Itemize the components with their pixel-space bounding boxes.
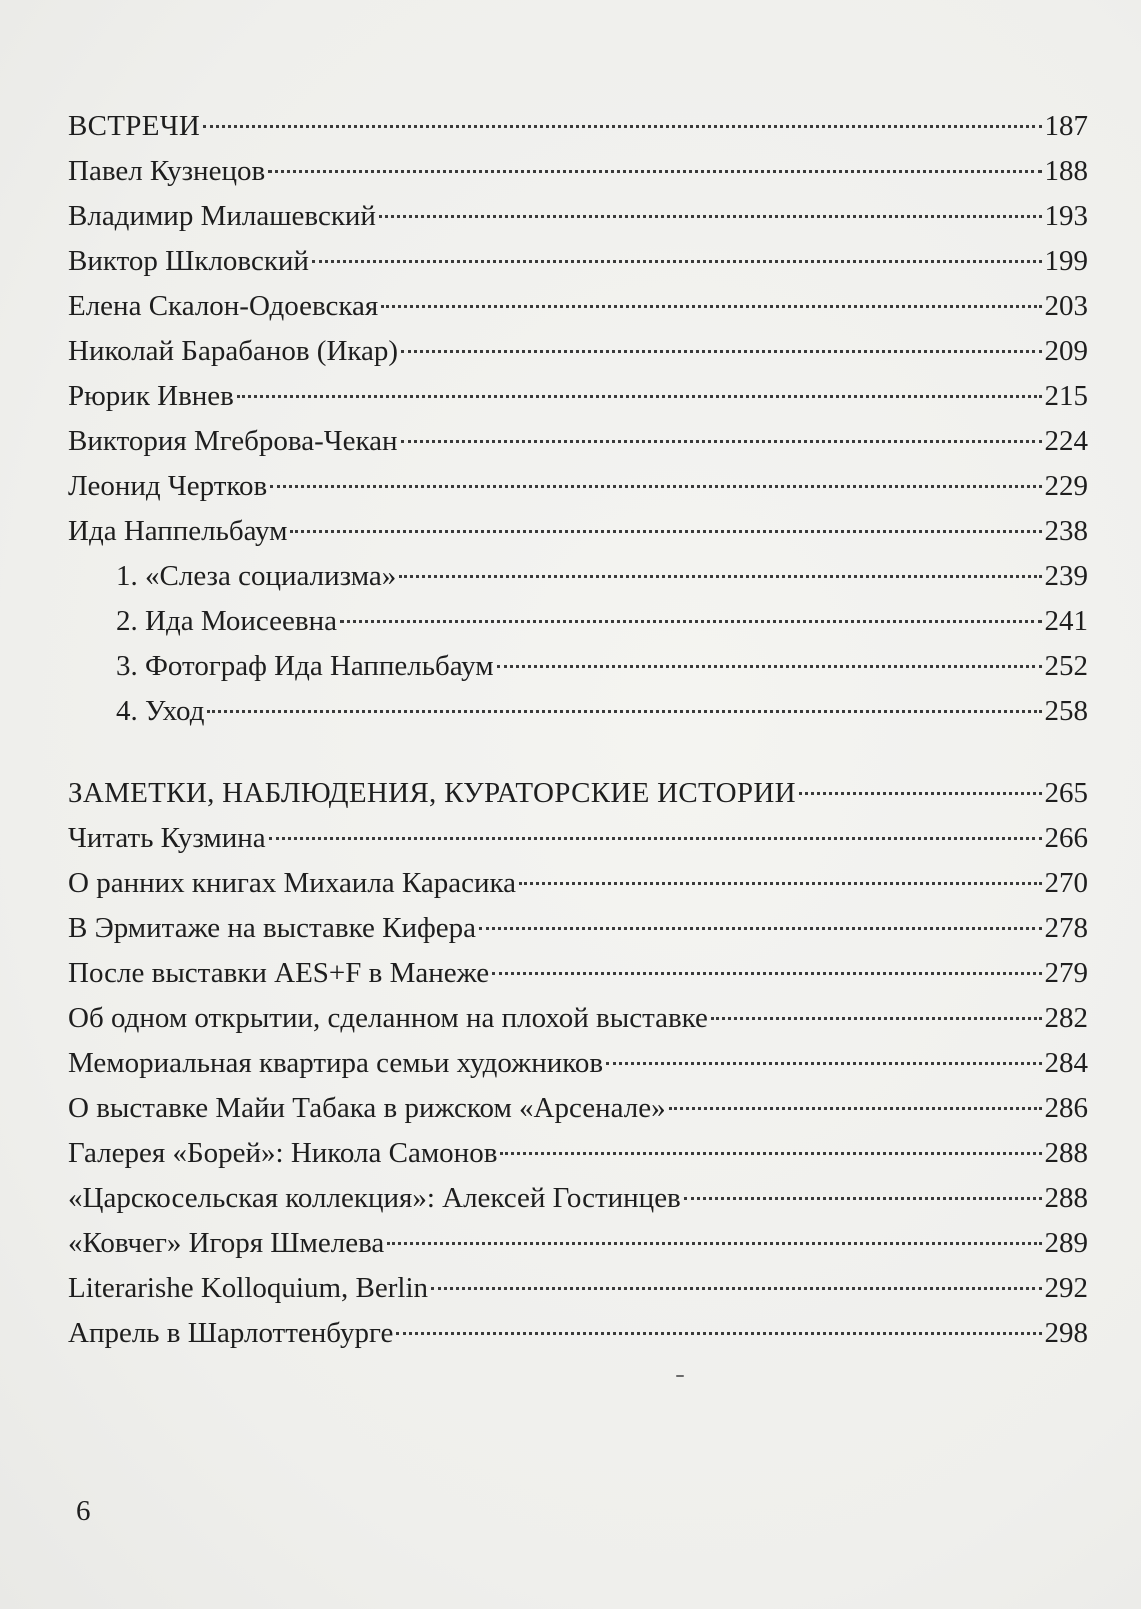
entry-page-number: 188 bbox=[1044, 155, 1088, 187]
entry-title: Леонид Чертков bbox=[68, 470, 268, 502]
toc-entry bbox=[68, 951, 1088, 996]
entry-title: После выставки AES+F в Манеже bbox=[68, 957, 490, 989]
toc-entry bbox=[68, 1311, 1088, 1356]
entry-page-number: 209 bbox=[1044, 335, 1088, 367]
entry-page-number: 270 bbox=[1044, 867, 1088, 899]
dot-leader bbox=[711, 1017, 1042, 1020]
entry-title: Об одном открытии, сделанном на плохой выставке bbox=[68, 1002, 708, 1034]
toc-entry bbox=[68, 996, 1088, 1041]
entry-title: «Царскосельская коллекция»: Алексей Гостинцев bbox=[68, 1182, 681, 1214]
dot-leader bbox=[684, 1197, 1042, 1200]
toc-entry bbox=[68, 239, 1088, 284]
toc-subentry bbox=[68, 554, 1088, 599]
toc-entry bbox=[68, 149, 1088, 194]
dot-leader bbox=[399, 575, 1041, 578]
dot-leader bbox=[270, 485, 1041, 488]
dot-leader bbox=[669, 1107, 1042, 1110]
toc-subentry bbox=[68, 689, 1088, 734]
entry-page-number: 298 bbox=[1044, 1317, 1088, 1349]
dot-leader bbox=[381, 305, 1041, 308]
entry-title: Мемориальная квартира семьи художников bbox=[68, 1047, 604, 1079]
section-heading bbox=[68, 104, 1088, 149]
section-heading bbox=[68, 771, 1088, 816]
dot-leader bbox=[268, 170, 1041, 173]
entry-page-number: 266 bbox=[1044, 822, 1088, 854]
entry-title: Елена Скалон-Одоевская bbox=[68, 290, 379, 322]
entry-page-number: 289 bbox=[1044, 1227, 1088, 1259]
toc-entry bbox=[68, 374, 1088, 419]
entry-title: Галерея «Борей»: Никола Самонов bbox=[68, 1137, 498, 1169]
entry-page-number: 282 bbox=[1044, 1002, 1088, 1034]
toc-entry bbox=[68, 509, 1088, 554]
entry-title: О выставке Майи Табака в рижском «Арсенале» bbox=[68, 1092, 666, 1124]
entry-page-number: 215 bbox=[1044, 380, 1088, 412]
dot-leader bbox=[387, 1242, 1041, 1245]
toc-entry bbox=[68, 419, 1088, 464]
toc-entry bbox=[68, 1176, 1088, 1221]
print-speck bbox=[676, 1375, 684, 1377]
toc-section bbox=[68, 771, 1088, 1356]
toc-subentry bbox=[68, 644, 1088, 689]
entry-title: Виктор Шкловский bbox=[68, 245, 309, 277]
dot-leader bbox=[312, 260, 1042, 263]
entry-page-number: 193 bbox=[1044, 200, 1088, 232]
toc-entry bbox=[68, 1266, 1088, 1311]
entry-title: 2. Ида Моисеевна bbox=[116, 605, 337, 637]
entry-title: ВСТРЕЧИ bbox=[68, 110, 201, 142]
dot-leader bbox=[401, 350, 1041, 353]
toc-section bbox=[68, 104, 1088, 734]
entry-page-number: 241 bbox=[1044, 605, 1088, 637]
toc-entry bbox=[68, 284, 1088, 329]
entry-page-number: 224 bbox=[1044, 425, 1088, 457]
entry-title: В Эрмитаже на выставке Кифера bbox=[68, 912, 477, 944]
dot-leader bbox=[500, 1152, 1041, 1155]
toc-entry bbox=[68, 861, 1088, 906]
page-number: 6 bbox=[76, 1495, 91, 1527]
dot-leader bbox=[799, 792, 1042, 795]
toc-entry bbox=[68, 1041, 1088, 1086]
dot-leader bbox=[290, 530, 1041, 533]
dot-leader bbox=[203, 125, 1041, 128]
entry-title: Владимир Милашевский bbox=[68, 200, 376, 232]
toc-entry bbox=[68, 194, 1088, 239]
dot-leader bbox=[606, 1062, 1041, 1065]
dot-leader bbox=[340, 620, 1042, 623]
entry-page-number: 288 bbox=[1044, 1137, 1088, 1169]
entry-title: Николай Барабанов (Икар) bbox=[68, 335, 399, 367]
toc-entry bbox=[68, 1221, 1088, 1266]
dot-leader bbox=[492, 972, 1041, 975]
entry-title: Апрель в Шарлоттенбурге bbox=[68, 1317, 394, 1349]
entry-title: 4. Уход bbox=[116, 695, 205, 727]
dot-leader bbox=[431, 1287, 1041, 1290]
entry-page-number: 265 bbox=[1044, 777, 1088, 809]
dot-leader bbox=[497, 665, 1042, 668]
entry-page-number: 278 bbox=[1044, 912, 1088, 944]
entry-title: О ранних книгах Михаила Карасика bbox=[68, 867, 517, 899]
entry-page-number: 229 bbox=[1044, 470, 1088, 502]
dot-leader bbox=[379, 215, 1042, 218]
dot-leader bbox=[269, 837, 1042, 840]
entry-page-number: 252 bbox=[1044, 650, 1088, 682]
dot-leader bbox=[479, 927, 1041, 930]
entry-title: «Ковчег» Игоря Шмелева bbox=[68, 1227, 385, 1259]
entry-page-number: 203 bbox=[1044, 290, 1088, 322]
entry-page-number: 239 bbox=[1044, 560, 1088, 592]
entry-title: Ида Наппельбаум bbox=[68, 515, 288, 547]
entry-page-number: 284 bbox=[1044, 1047, 1088, 1079]
entry-page-number: 292 bbox=[1044, 1272, 1088, 1304]
toc-entry bbox=[68, 816, 1088, 861]
dot-leader bbox=[237, 395, 1042, 398]
toc-entry bbox=[68, 1086, 1088, 1131]
dot-leader bbox=[207, 710, 1041, 713]
dot-leader bbox=[401, 440, 1042, 443]
entry-title: Рюрик Ивнев bbox=[68, 380, 234, 412]
toc-entry bbox=[68, 906, 1088, 951]
table-of-contents bbox=[68, 104, 1088, 1356]
entry-page-number: 199 bbox=[1044, 245, 1088, 277]
dot-leader bbox=[396, 1332, 1041, 1335]
entry-page-number: 286 bbox=[1044, 1092, 1088, 1124]
toc-entry bbox=[68, 329, 1088, 374]
entry-title: ЗАМЕТКИ, НАБЛЮДЕНИЯ, КУРАТОРСКИЕ ИСТОРИИ bbox=[68, 777, 796, 809]
entry-page-number: 258 bbox=[1044, 695, 1088, 727]
entry-title: Виктория Мгеброва-Чекан bbox=[68, 425, 398, 457]
entry-title: 3. Фотограф Ида Наппельбаум bbox=[116, 650, 494, 682]
entry-title: Literarishe Kolloquium, Berlin bbox=[68, 1272, 429, 1304]
entry-page-number: 279 bbox=[1044, 957, 1088, 989]
entry-title: 1. «Слеза социализма» bbox=[116, 560, 397, 592]
entry-title: Павел Кузнецов bbox=[68, 155, 266, 187]
toc-entry bbox=[68, 1131, 1088, 1176]
toc-subentry bbox=[68, 599, 1088, 644]
dot-leader bbox=[519, 882, 1041, 885]
entry-page-number: 187 bbox=[1044, 110, 1088, 142]
entry-page-number: 238 bbox=[1044, 515, 1088, 547]
entry-title: Читать Кузмина bbox=[68, 822, 266, 854]
toc-entry bbox=[68, 464, 1088, 509]
entry-page-number: 288 bbox=[1044, 1182, 1088, 1214]
